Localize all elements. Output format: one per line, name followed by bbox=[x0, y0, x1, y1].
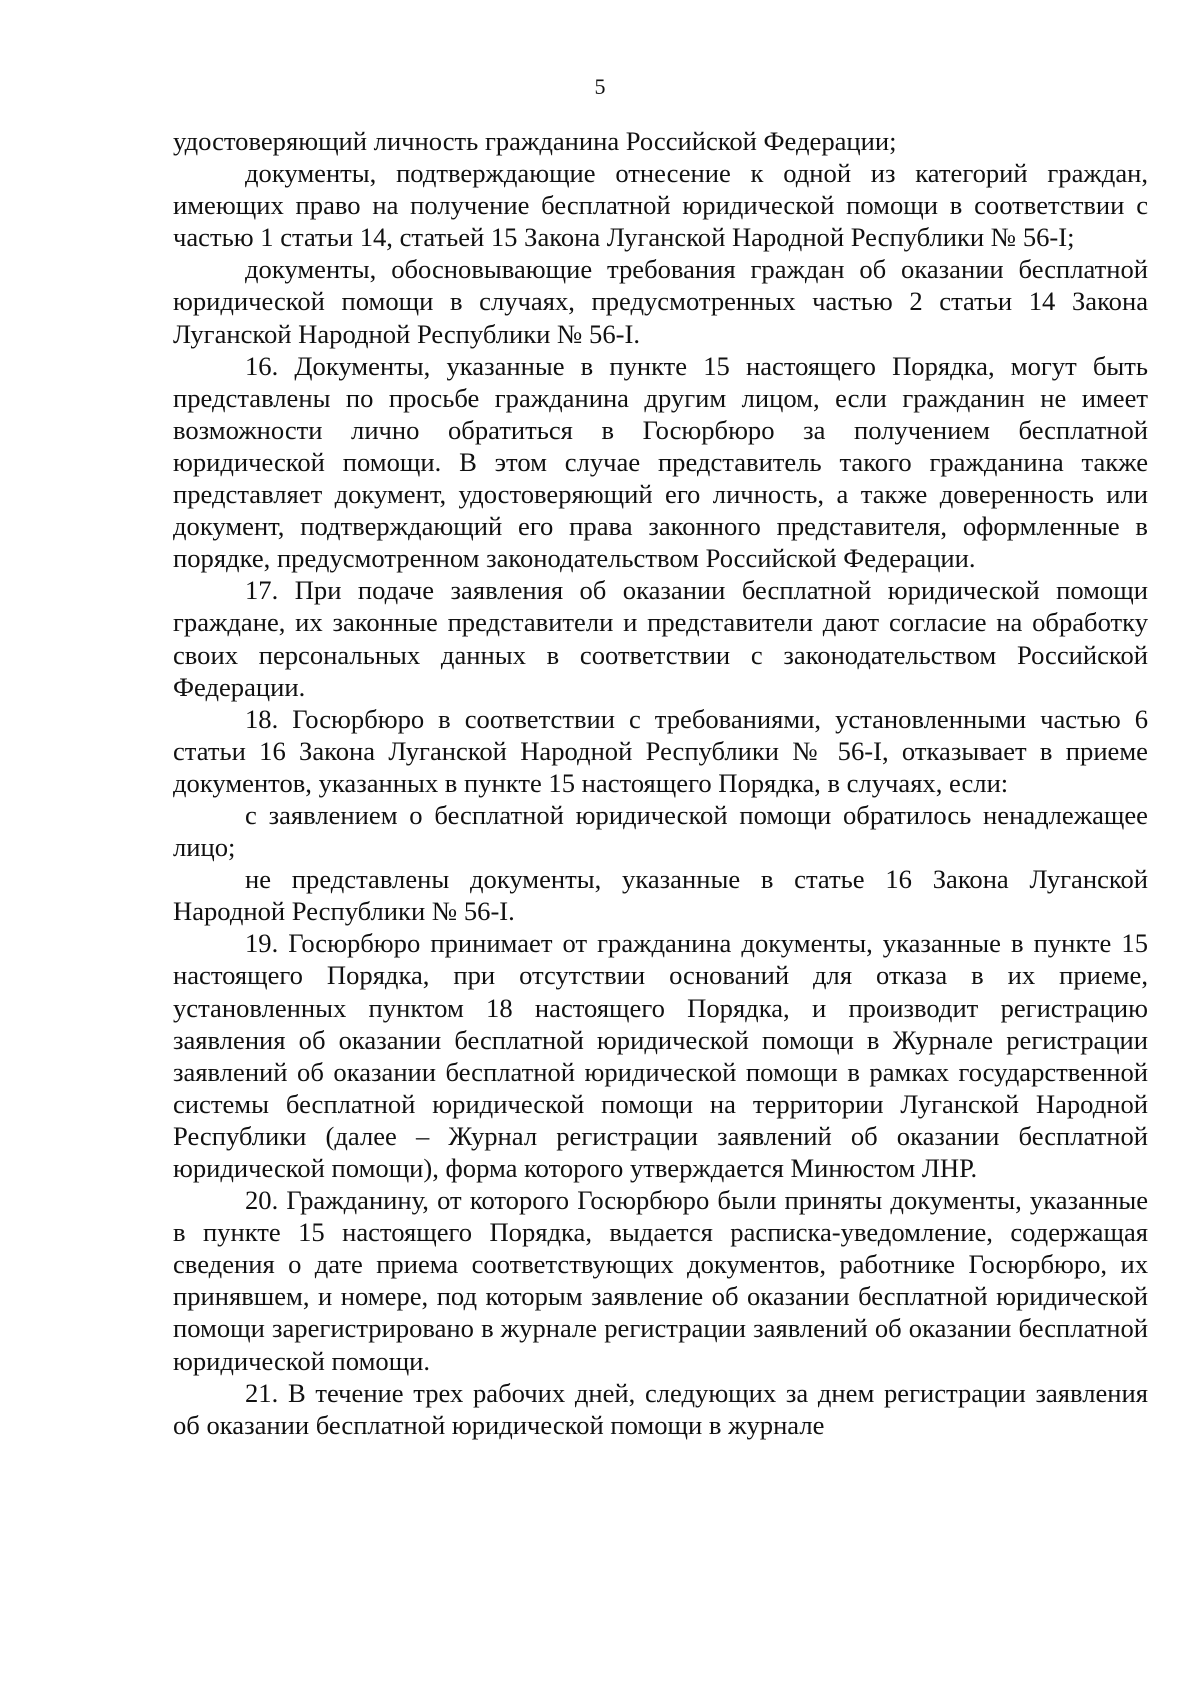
page-number: 5 bbox=[594, 74, 606, 99]
paragraph-item-18: 18. Госюрбюро в соответствии с требованиями, установленными частью 6 статьи 16 Закона Луганской Народной Республики № 56-I, отказывает в приеме документов, указанных в пункте 15 настоящего Порядка, в случаях, если: bbox=[173, 703, 1148, 798]
paragraph-refusal-reason-2: не представлены документы, указанные в статье 16 Закона Луганской Народной Республики № 56-I. bbox=[173, 864, 1148, 927]
document-body bbox=[173, 125, 1148, 1441]
paragraph-item-16: 16. Документы, указанные в пункте 15 настоящего Порядка, могут быть представлены по просьбе гражданина другим лицом, если гражданин не имеет возможности лично обратиться в Госюрбюро за получением бесплатной юридической помощи. В этом случае представитель такого гражданина также представляет документ, удостоверяющий его личность, а также доверенность или документ, подтверждающий его права законного представителя, оформленные в порядке, предусмотренном законодательством Российской Федерации. bbox=[173, 350, 1148, 574]
paragraph-justifying-documents: документы, обосновывающие требования граждан об оказании бесплатной юридической помощи в случаях, предусмотренных частью 2 статьи 14 Закона Луганской Народной Республики № 56-I. bbox=[173, 254, 1148, 349]
paragraph-refusal-reason-1: с заявлением о бесплатной юридической помощи обратилось ненадлежащее лицо; bbox=[173, 799, 1148, 863]
paragraph-item-19: 19. Госюрбюро принимает от гражданина документы, указанные в пункте 15 настоящего Порядка, при отсутствии оснований для отказа в их приеме, установленных пунктом 18 настоящего Порядка, и производит регистрацию заявления об оказании бесплатной юридической помощи в Журнале регистрации заявлений об оказании бесплатной юридической помощи в рамках государственной системы бесплатной юридической помощи на территории Луганской Народной Республики (далее – Журнал регистрации заявлений об оказании бесплатной юридической помощи), форма которого утверждается Минюстом ЛНР. bbox=[173, 928, 1148, 1183]
paragraph-continuation: удостоверяющий личность гражданина Российской Федерации; bbox=[173, 126, 897, 156]
paragraph-item-17: 17. При подаче заявления об оказании бесплатной юридической помощи граждане, их законные представители и представители дают согласие на обработку своих персональных данных в соответствии с законодательством Российской Федерации. bbox=[173, 575, 1148, 702]
paragraph-item-20: 20. Гражданину, от которого Госюрбюро были приняты документы, указанные в пункте 15 настоящего Порядка, выдается расписка-уведомление, содержащая сведения о дате приема соответствующих документов, работнике Госюрбюро, их принявшем, и номере, под которым заявление об оказании бесплатной юридической помощи зарегистрировано в журнале регистрации заявлений об оказании бесплатной юридической помощи. bbox=[173, 1185, 1148, 1376]
paragraph-category-documents: документы, подтверждающие отнесение к одной из категорий граждан, имеющих право на получение бесплатной юридической помощи в соответствии с частью 1 статьи 14, статьей 15 Закона Луганской Народной Республики № 56-I; bbox=[173, 158, 1148, 253]
paragraph-item-21: 21. В течение трех рабочих дней, следующих за днем регистрации заявления об оказании бесплатной юридической помощи в журнале bbox=[173, 1377, 1148, 1440]
